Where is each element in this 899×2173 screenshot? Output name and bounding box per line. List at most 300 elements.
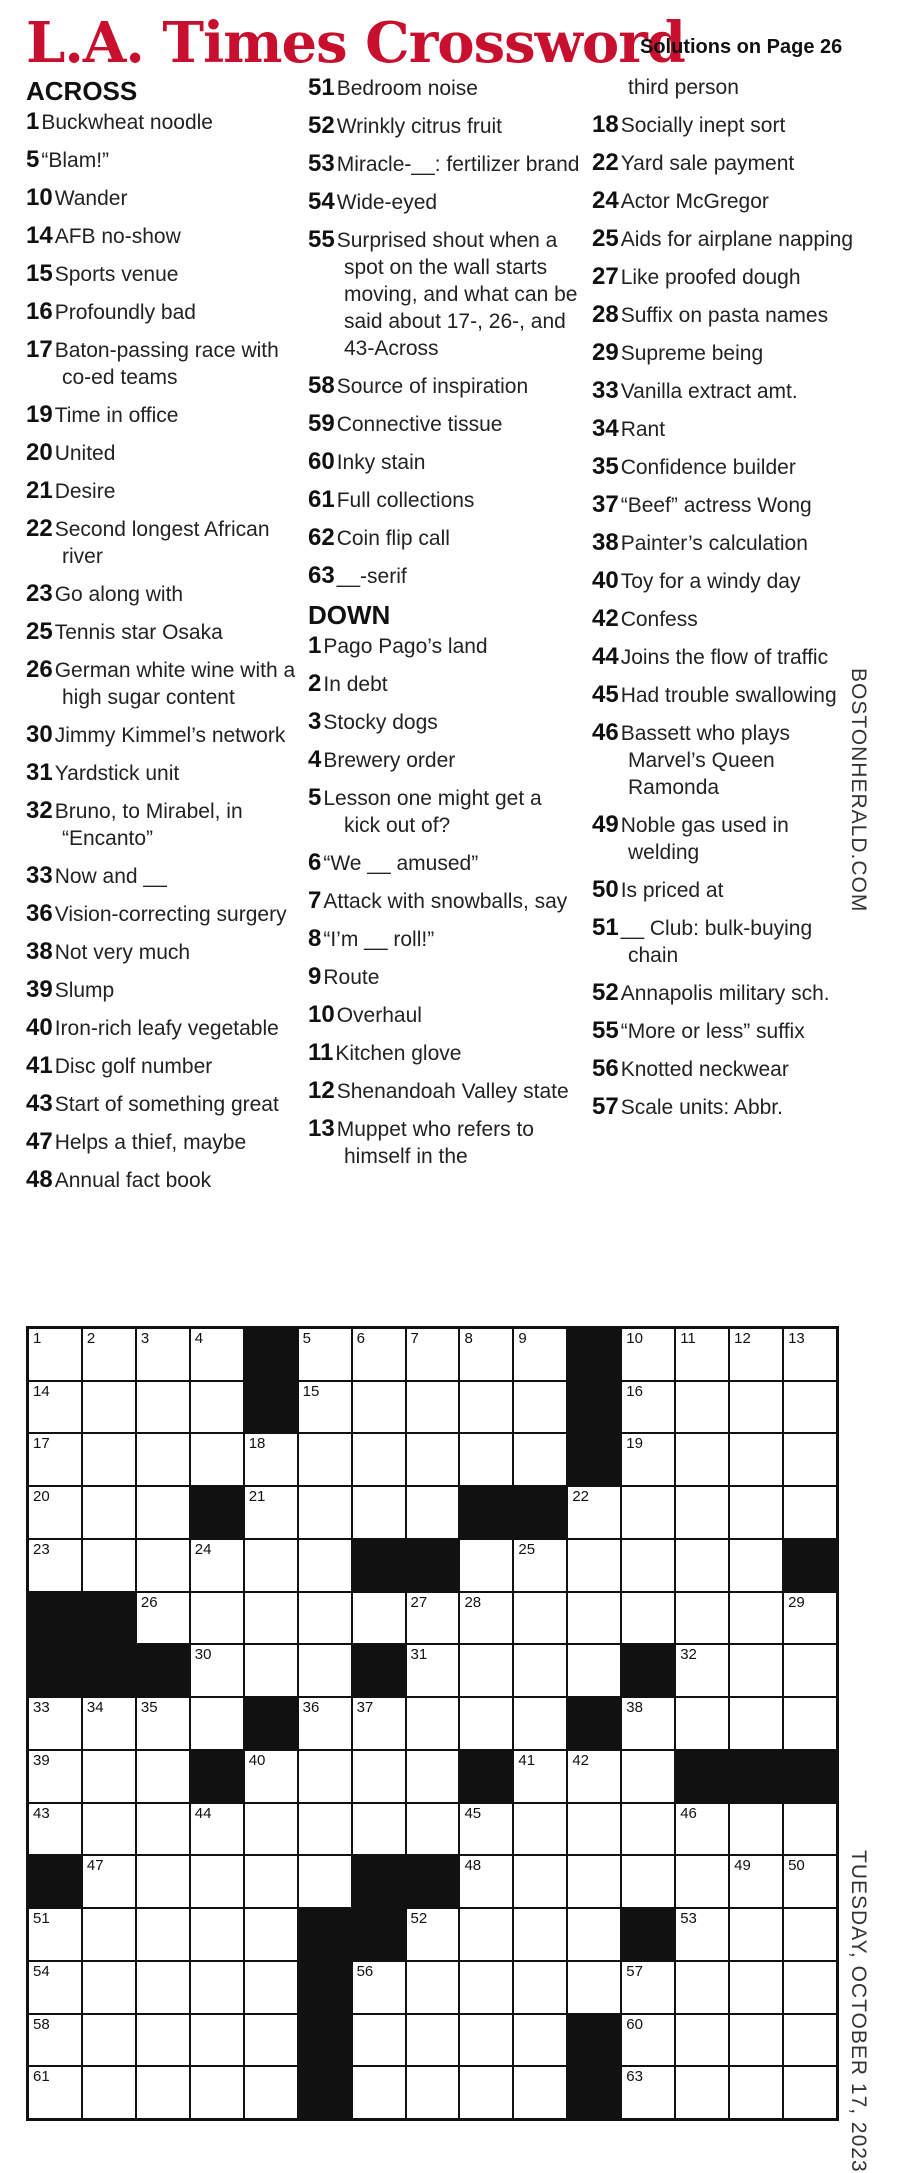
grid-cell[interactable] xyxy=(514,1540,566,1591)
grid-cell[interactable] xyxy=(784,1698,836,1749)
grid-cell[interactable] xyxy=(245,1434,297,1485)
clue-text: Is priced at xyxy=(620,879,724,902)
grid-cell[interactable] xyxy=(299,1329,351,1380)
grid-cell[interactable] xyxy=(730,1540,782,1591)
grid-cell[interactable] xyxy=(622,1751,674,1802)
grid-cell[interactable] xyxy=(676,1329,728,1380)
grid-cell[interactable] xyxy=(622,1962,674,2013)
grid-cell[interactable] xyxy=(137,1540,189,1591)
grid-cell[interactable] xyxy=(676,1382,728,1433)
clue-item[interactable] xyxy=(26,260,296,288)
clue-item[interactable] xyxy=(308,188,580,216)
grid-cell[interactable] xyxy=(245,1645,297,1696)
clue-item[interactable] xyxy=(26,862,296,890)
grid-cell[interactable] xyxy=(245,2015,297,2066)
grid-cell[interactable] xyxy=(137,1751,189,1802)
grid-cell[interactable] xyxy=(29,1804,81,1855)
clue-text: Pago Pago’s land xyxy=(323,635,488,658)
grid-cell[interactable] xyxy=(353,2015,405,2066)
grid-cell[interactable] xyxy=(730,1434,782,1485)
clue-item[interactable] xyxy=(26,900,296,928)
grid-cell[interactable] xyxy=(460,1382,512,1433)
cell-number: 37 xyxy=(356,1699,374,1717)
grid-cell[interactable] xyxy=(83,1698,135,1749)
grid-cell[interactable] xyxy=(299,1487,351,1538)
grid-cell[interactable] xyxy=(245,1962,297,2013)
clue-item[interactable] xyxy=(592,149,862,177)
clue-item[interactable] xyxy=(592,567,862,595)
clue-item[interactable] xyxy=(308,410,580,438)
grid-cell[interactable] xyxy=(407,1329,459,1380)
clue-text: Confidence builder xyxy=(620,456,796,479)
grid-cell[interactable] xyxy=(407,1804,459,1855)
grid-cell[interactable] xyxy=(137,1909,189,1960)
grid-cell[interactable] xyxy=(514,2067,566,2118)
grid-cell[interactable] xyxy=(299,1804,351,1855)
grid-cell[interactable] xyxy=(730,1804,782,1855)
grid-cell[interactable] xyxy=(676,1698,728,1749)
grid-cell[interactable] xyxy=(460,1909,512,1960)
grid-cell[interactable] xyxy=(622,1698,674,1749)
grid-cell[interactable] xyxy=(730,1962,782,2013)
grid-cell[interactable] xyxy=(299,1751,351,1802)
grid-cell[interactable] xyxy=(460,1434,512,1485)
grid-cell[interactable] xyxy=(676,1962,728,2013)
clue-item[interactable] xyxy=(308,746,580,774)
grid-cell[interactable] xyxy=(514,1962,566,2013)
grid-cell[interactable] xyxy=(460,1329,512,1380)
grid-cell[interactable] xyxy=(83,1540,135,1591)
grid-cell[interactable] xyxy=(568,1645,620,1696)
clue-item[interactable] xyxy=(26,108,296,136)
grid-cell[interactable] xyxy=(784,1804,836,1855)
grid-cell[interactable] xyxy=(29,1698,81,1749)
clue-item[interactable] xyxy=(26,222,296,250)
grid-cell[interactable] xyxy=(137,1962,189,2013)
grid-cell[interactable] xyxy=(29,1382,81,1433)
grid-cell[interactable] xyxy=(83,1856,135,1907)
grid-cell[interactable] xyxy=(191,1962,243,2013)
grid-cell[interactable] xyxy=(460,2015,512,2066)
grid-cell[interactable] xyxy=(514,2015,566,2066)
clue-text: Buckwheat noodle xyxy=(41,111,213,134)
clue-item[interactable] xyxy=(26,1014,296,1042)
cell-number: 6 xyxy=(356,1330,365,1347)
grid-cell[interactable] xyxy=(622,1593,674,1644)
clue-item[interactable] xyxy=(308,963,580,991)
clue-item[interactable] xyxy=(592,529,862,557)
clue-item[interactable] xyxy=(308,524,580,552)
grid-cell[interactable] xyxy=(514,1698,566,1749)
grid-cell[interactable] xyxy=(622,1804,674,1855)
grid-cell[interactable] xyxy=(784,1909,836,1960)
clue-item[interactable] xyxy=(26,184,296,212)
clue-item[interactable] xyxy=(592,187,862,215)
grid-cell[interactable] xyxy=(245,1751,297,1802)
grid-cell[interactable] xyxy=(299,1856,351,1907)
grid-cell[interactable] xyxy=(676,1804,728,1855)
grid-cell[interactable] xyxy=(137,1804,189,1855)
clue-item[interactable] xyxy=(308,562,580,590)
grid-cell[interactable] xyxy=(137,1434,189,1485)
grid-cell[interactable] xyxy=(83,1382,135,1433)
grid-cell[interactable] xyxy=(407,1382,459,1433)
grid-cell[interactable] xyxy=(191,1434,243,1485)
grid-cell[interactable] xyxy=(137,1382,189,1433)
grid-cell[interactable] xyxy=(191,2015,243,2066)
grid-cell[interactable] xyxy=(730,1909,782,1960)
clue-item[interactable] xyxy=(592,914,862,969)
grid-cell[interactable] xyxy=(353,2067,405,2118)
clue-item[interactable] xyxy=(26,1052,296,1080)
grid-cell[interactable] xyxy=(353,1962,405,2013)
grid-cell[interactable] xyxy=(299,1434,351,1485)
grid-cell[interactable] xyxy=(191,1909,243,1960)
grid-cell[interactable] xyxy=(622,1856,674,1907)
grid-cell[interactable] xyxy=(407,1698,459,1749)
clue-item[interactable] xyxy=(26,146,296,174)
grid-cell[interactable] xyxy=(191,1540,243,1591)
grid-cell[interactable] xyxy=(191,2067,243,2118)
clue-item[interactable] xyxy=(308,486,580,514)
grid-cell[interactable] xyxy=(676,2015,728,2066)
clue-item[interactable] xyxy=(308,887,580,915)
cell-number: 52 xyxy=(410,1910,428,1928)
grid-cell[interactable] xyxy=(730,1329,782,1380)
grid-cell[interactable] xyxy=(407,2067,459,2118)
grid-cell[interactable] xyxy=(514,1751,566,1802)
clue-item[interactable] xyxy=(592,415,862,443)
cell-number: 50 xyxy=(788,1857,805,1875)
grid-cell[interactable] xyxy=(245,1593,297,1644)
clue-item[interactable] xyxy=(308,670,580,698)
grid-cell[interactable] xyxy=(676,1487,728,1538)
clue-item[interactable] xyxy=(592,605,862,633)
clue-item[interactable] xyxy=(592,377,862,405)
grid-cell[interactable] xyxy=(622,2015,674,2066)
clue-item[interactable] xyxy=(26,477,296,505)
grid-cell[interactable] xyxy=(460,2067,512,2118)
grid-cell[interactable] xyxy=(622,2067,674,2118)
grid-cell[interactable] xyxy=(83,1434,135,1485)
grid-cell[interactable] xyxy=(83,1804,135,1855)
grid-cell[interactable] xyxy=(568,1856,620,1907)
grid-cell[interactable] xyxy=(514,1329,566,1380)
grid-cell[interactable] xyxy=(730,1382,782,1433)
grid-cell[interactable] xyxy=(353,1804,405,1855)
clue-text: Connective tissue xyxy=(336,413,503,436)
clue-item[interactable] xyxy=(592,979,862,1007)
grid-cell[interactable] xyxy=(676,1593,728,1644)
clue-number: 44 xyxy=(592,643,619,670)
clue-item[interactable] xyxy=(308,372,580,400)
clue-item[interactable] xyxy=(26,797,296,852)
grid-cell[interactable] xyxy=(29,1329,81,1380)
grid-cell[interactable] xyxy=(784,1329,836,1380)
clue-item[interactable] xyxy=(592,301,862,329)
clue-item[interactable] xyxy=(26,721,296,749)
grid-cell[interactable] xyxy=(245,1540,297,1591)
grid-cell[interactable] xyxy=(568,1540,620,1591)
grid-cell[interactable] xyxy=(353,1698,405,1749)
clue-item[interactable] xyxy=(308,632,580,660)
clue-item[interactable] xyxy=(26,618,296,646)
clue-number: 59 xyxy=(308,410,335,437)
black-square xyxy=(29,1645,81,1696)
clue-number: 60 xyxy=(308,448,335,475)
grid-cell[interactable] xyxy=(730,1698,782,1749)
grid-cell[interactable] xyxy=(83,2067,135,2118)
clue-number: 5 xyxy=(308,784,322,811)
grid-cell[interactable] xyxy=(29,1909,81,1960)
clue-item[interactable] xyxy=(26,976,296,1004)
clue-item[interactable] xyxy=(592,263,862,291)
clue-item[interactable] xyxy=(592,681,862,709)
grid-cell[interactable] xyxy=(137,2015,189,2066)
clue-item[interactable] xyxy=(308,150,580,178)
grid-cell[interactable] xyxy=(191,1698,243,1749)
clue-item[interactable] xyxy=(592,643,862,671)
grid-cell[interactable] xyxy=(784,1856,836,1907)
clue-item[interactable] xyxy=(26,439,296,467)
clue-item[interactable] xyxy=(308,1115,580,1170)
clue-item[interactable] xyxy=(592,719,862,801)
clue-item[interactable] xyxy=(308,784,580,839)
grid-cell[interactable] xyxy=(784,1382,836,1433)
clue-item[interactable] xyxy=(592,876,862,904)
cell-number: 9 xyxy=(518,1330,527,1347)
grid-cell[interactable] xyxy=(568,1751,620,1802)
grid-cell[interactable] xyxy=(83,2015,135,2066)
grid-cell[interactable] xyxy=(137,2067,189,2118)
grid-cell[interactable] xyxy=(784,2015,836,2066)
grid-cell[interactable] xyxy=(137,1856,189,1907)
clue-item[interactable] xyxy=(308,849,580,877)
grid-cell[interactable] xyxy=(299,1698,351,1749)
grid-cell[interactable] xyxy=(191,1329,243,1380)
grid-cell[interactable] xyxy=(568,1804,620,1855)
grid-cell[interactable] xyxy=(568,1487,620,1538)
clue-item[interactable] xyxy=(26,1166,296,1194)
grid-cell[interactable] xyxy=(245,1487,297,1538)
clue-text: Vision-correcting surgery xyxy=(54,903,287,926)
grid-cell[interactable] xyxy=(514,1645,566,1696)
grid-cell[interactable] xyxy=(568,1909,620,1960)
page-title: L.A. Times Crossword xyxy=(26,10,685,76)
clue-item[interactable] xyxy=(592,1055,862,1083)
clue-item[interactable] xyxy=(26,515,296,570)
grid-cell[interactable] xyxy=(245,1856,297,1907)
grid-cell[interactable] xyxy=(353,1487,405,1538)
grid-cell[interactable] xyxy=(353,1329,405,1380)
clue-item[interactable] xyxy=(592,1093,862,1121)
grid-cell[interactable] xyxy=(460,1645,512,1696)
grid-cell[interactable] xyxy=(29,1962,81,2013)
grid-cell[interactable] xyxy=(622,1382,674,1433)
grid-cell[interactable] xyxy=(460,1540,512,1591)
clue-item[interactable] xyxy=(308,74,580,102)
grid-cell[interactable] xyxy=(191,1804,243,1855)
grid-cell[interactable] xyxy=(622,1434,674,1485)
grid-cell[interactable] xyxy=(353,1751,405,1802)
grid-cell[interactable] xyxy=(83,1329,135,1380)
clue-item[interactable] xyxy=(26,1128,296,1156)
grid-cell[interactable] xyxy=(676,2067,728,2118)
grid-cell[interactable] xyxy=(83,1962,135,2013)
grid-cell[interactable] xyxy=(407,2015,459,2066)
grid-cell[interactable] xyxy=(137,1487,189,1538)
grid-cell[interactable] xyxy=(676,1434,728,1485)
grid-cell[interactable] xyxy=(29,2015,81,2066)
grid-cell[interactable] xyxy=(137,1593,189,1644)
grid-cell[interactable] xyxy=(514,1382,566,1433)
grid-cell[interactable] xyxy=(730,1593,782,1644)
cell-number: 49 xyxy=(734,1857,751,1875)
grid-cell[interactable] xyxy=(137,1329,189,1380)
grid-cell[interactable] xyxy=(460,1698,512,1749)
clue-item[interactable] xyxy=(26,759,296,787)
clue-item[interactable] xyxy=(26,336,296,391)
clue-item[interactable] xyxy=(308,1001,580,1029)
grid-cell[interactable] xyxy=(676,1540,728,1591)
grid-cell[interactable] xyxy=(514,1856,566,1907)
grid-cell[interactable] xyxy=(514,1909,566,1960)
grid-cell[interactable] xyxy=(83,1909,135,1960)
grid-cell[interactable] xyxy=(353,1593,405,1644)
grid-cell[interactable] xyxy=(191,1382,243,1433)
grid-cell[interactable] xyxy=(191,1645,243,1696)
clue-item[interactable] xyxy=(26,938,296,966)
clue-text: Not very much xyxy=(54,941,191,964)
clue-item[interactable] xyxy=(592,453,862,481)
grid-cell[interactable] xyxy=(191,1856,243,1907)
grid-cell[interactable] xyxy=(245,2067,297,2118)
clue-text: Inky stain xyxy=(336,451,426,474)
grid-cell[interactable] xyxy=(299,1540,351,1591)
clue-item[interactable] xyxy=(592,225,862,253)
grid-cell[interactable] xyxy=(353,1382,405,1433)
clue-number: 11 xyxy=(308,1039,334,1066)
grid-cell[interactable] xyxy=(730,1645,782,1696)
clue-item[interactable] xyxy=(592,491,862,519)
clue-text: In debt xyxy=(323,673,388,696)
grid-cell[interactable] xyxy=(460,1593,512,1644)
grid-cell[interactable] xyxy=(730,1487,782,1538)
black-square xyxy=(137,1645,189,1696)
clue-item[interactable] xyxy=(308,1039,580,1067)
grid-cell[interactable] xyxy=(460,1856,512,1907)
grid-cell[interactable] xyxy=(784,1645,836,1696)
grid-cell[interactable] xyxy=(407,1645,459,1696)
clue-number: 39 xyxy=(26,976,53,1003)
grid-cell[interactable] xyxy=(29,2067,81,2118)
grid-cell[interactable] xyxy=(29,1487,81,1538)
clue-text: “More or less” suffix xyxy=(620,1020,805,1043)
grid-cell[interactable] xyxy=(407,1962,459,2013)
grid-cell[interactable] xyxy=(407,1751,459,1802)
grid-cell[interactable] xyxy=(245,1909,297,1960)
black-square xyxy=(514,1487,566,1538)
grid-cell[interactable] xyxy=(622,1329,674,1380)
clue-number: 22 xyxy=(26,515,53,542)
grid-cell[interactable] xyxy=(245,1804,297,1855)
clue-item[interactable] xyxy=(592,1017,862,1045)
grid-cell[interactable] xyxy=(784,1487,836,1538)
grid-cell[interactable] xyxy=(29,1434,81,1485)
grid-cell[interactable] xyxy=(83,1751,135,1802)
clue-item[interactable] xyxy=(308,708,580,736)
grid-cell[interactable] xyxy=(407,1909,459,1960)
cell-number: 4 xyxy=(194,1330,204,1347)
grid-cell[interactable] xyxy=(514,1593,566,1644)
grid-cell[interactable] xyxy=(568,1962,620,2013)
grid-cell[interactable] xyxy=(730,2067,782,2118)
grid-cell[interactable] xyxy=(676,1645,728,1696)
grid-cell[interactable] xyxy=(784,1434,836,1485)
grid-cell[interactable] xyxy=(676,1909,728,1960)
clue-number: 63 xyxy=(308,562,335,589)
clue-number: 35 xyxy=(592,453,619,480)
grid-cell[interactable] xyxy=(784,1593,836,1644)
clue-item[interactable] xyxy=(308,448,580,476)
grid-cell[interactable] xyxy=(83,1487,135,1538)
clue-item[interactable] xyxy=(26,401,296,429)
grid-cell[interactable] xyxy=(407,1434,459,1485)
grid-cell[interactable] xyxy=(784,1962,836,2013)
grid-cell[interactable] xyxy=(460,1804,512,1855)
grid-cell[interactable] xyxy=(514,1434,566,1485)
cell-number: 28 xyxy=(464,1593,482,1611)
grid-cell[interactable] xyxy=(299,1645,351,1696)
clue-item[interactable] xyxy=(592,339,862,367)
grid-cell[interactable] xyxy=(299,1593,351,1644)
grid-cell[interactable] xyxy=(407,1487,459,1538)
grid-cell[interactable] xyxy=(622,1540,674,1591)
cell-number: 36 xyxy=(302,1699,320,1717)
grid-cell[interactable] xyxy=(622,1487,674,1538)
grid-cell[interactable] xyxy=(137,1698,189,1749)
grid-cell[interactable] xyxy=(784,2067,836,2118)
clue-text: “I’m __ roll!” xyxy=(323,928,435,951)
grid-cell[interactable] xyxy=(299,1382,351,1433)
clue-item[interactable] xyxy=(308,1077,580,1105)
grid-cell[interactable] xyxy=(191,1593,243,1644)
clue-item[interactable] xyxy=(592,111,862,139)
clue-text: Shenandoah Valley state xyxy=(336,1080,569,1103)
grid-cell[interactable] xyxy=(29,1540,81,1591)
clue-item[interactable] xyxy=(26,298,296,326)
clue-item[interactable] xyxy=(26,580,296,608)
grid-cell[interactable] xyxy=(29,1751,81,1802)
grid-cell[interactable] xyxy=(514,1804,566,1855)
clue-item[interactable] xyxy=(26,1090,296,1118)
grid-cell[interactable] xyxy=(730,1856,782,1907)
clue-item[interactable] xyxy=(308,925,580,953)
grid-cell[interactable] xyxy=(460,1962,512,2013)
clue-item[interactable] xyxy=(26,656,296,711)
clue-item[interactable] xyxy=(308,112,580,140)
black-square xyxy=(353,1909,405,1960)
clue-number: 25 xyxy=(592,225,619,252)
clue-item[interactable] xyxy=(308,226,580,362)
site-credit: BOSTONHERALD.COM xyxy=(847,668,870,913)
grid-cell[interactable] xyxy=(353,1434,405,1485)
grid-cell[interactable] xyxy=(568,1593,620,1644)
grid-cell[interactable] xyxy=(730,2015,782,2066)
grid-cell[interactable] xyxy=(407,1593,459,1644)
clue-item[interactable] xyxy=(592,811,862,866)
grid-cell[interactable] xyxy=(676,1856,728,1907)
